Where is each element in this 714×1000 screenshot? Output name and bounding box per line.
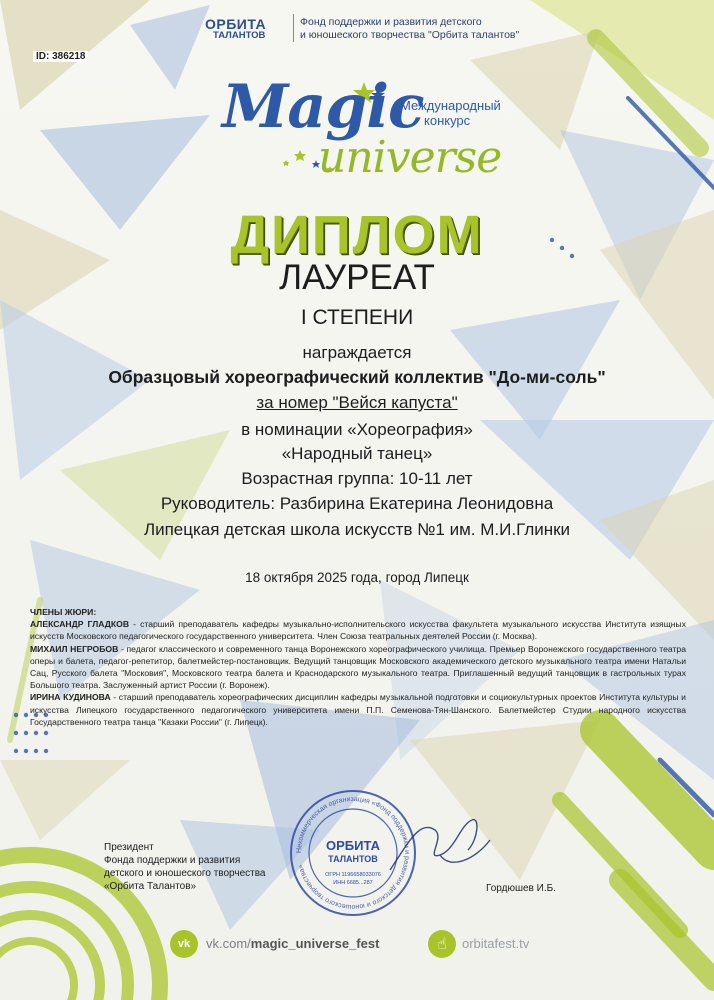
school-name: Липецкая детская школа искусств №1 им. М.И.Глинки	[143, 520, 571, 539]
vk-icon: vk	[170, 930, 198, 958]
age-group: Возрастная группа: 10-11 лет	[241, 469, 473, 488]
stamp-ring-text: Некоммерческая организация «Фонд поддержки и развития детского и юношеского творчества»	[295, 795, 411, 911]
president-line: детского и юношеского творчества	[104, 868, 266, 879]
leader-name: Руководитель: Разбирина Екатерина Леонидовна	[160, 494, 554, 513]
collective-name: Образцовый хореографический коллектив "До-ми-соль"	[108, 367, 606, 387]
bg-stripe	[620, 880, 714, 980]
stamp-org: ОРБИТА	[326, 838, 380, 853]
jury-member	[30, 691, 686, 728]
vk-link-prefix: vk.com/	[206, 936, 251, 951]
diploma-rank: ЛАУРЕАТ	[279, 258, 435, 297]
bg-triangle	[0, 760, 130, 840]
vk-link-handle: magic_universe_fest	[250, 936, 380, 951]
hand-pointer-icon: ☝	[428, 930, 456, 958]
jury-heading: ЧЛЕНЫ ЖЮРИ:	[30, 607, 97, 617]
nomination-line2: «Народный танец»	[281, 444, 433, 463]
contest-logo-magic: Magic	[222, 72, 424, 142]
diploma-title: ДИПЛОМ	[230, 205, 484, 265]
stamp-inn: ИНН 6685...287	[333, 880, 373, 886]
diploma-id: ID: 386218	[33, 51, 88, 62]
handwritten-signature	[380, 800, 500, 890]
president-line: Президент	[104, 842, 154, 853]
diploma-degree: I СТЕПЕНИ	[300, 306, 414, 329]
contest-type-line2: конкурс	[424, 113, 471, 128]
jury-member	[30, 618, 686, 642]
president-block	[104, 841, 266, 893]
jury-member-name: АЛЕКСАНДР ГЛАДКОВ	[30, 619, 130, 630]
date-place: 18 октября 2025 года, город Липецк	[245, 570, 469, 585]
contest-type-line1: Международный	[400, 98, 501, 113]
president-line: Фонда поддержки и развития	[104, 855, 241, 866]
stamp-sub: ТАЛАНТОВ	[328, 854, 378, 864]
jury-member-name: МИХАИЛ НЕГРОБОВ	[30, 643, 119, 654]
awarded-text: награждается	[302, 343, 412, 362]
jury-member-bio: - старший преподаватель кафедры музыкально-исполнительского искусства факультета музыкального искусства Института изящных искусств Московского педагогического государственного университета. Член Союза театральных деятелей России (г. Москва).	[30, 619, 686, 642]
fund-name-line1: Фонд поддержки и развития детского	[300, 16, 482, 28]
signer-name: Гордюшев И.Б.	[486, 883, 556, 894]
nomination-line1: в номинации «Хореография»	[241, 420, 473, 439]
jury-member-name: ИРИНА КУДИНОВА	[30, 692, 111, 703]
orbita-logo-sub: ТАЛАНТОВ	[213, 30, 266, 41]
header-divider	[293, 14, 294, 42]
jury-section	[30, 606, 686, 728]
orbita-logo-name: ОРБИТА	[205, 16, 267, 32]
vk-link[interactable]	[206, 936, 379, 951]
jury-member-bio: - старший преподаватель хореографических дисциплин кафедры музыкальной подготовки и социокультурных проектов Института культуры и искусства Липецкого государственного педагогического университета имени П.П. Семенова-Тян-Шанского. Балетмейстер Студии народного искусства Государственного театра танца "Казаки России" (г. Липецк).	[30, 692, 686, 727]
bg-triangle	[130, 5, 210, 90]
stamp-ogrn: ОГРН 1196658033076	[325, 872, 381, 878]
performance-number: за номер "Вейся капуста"	[256, 393, 458, 412]
jury-member-bio: - педагог классического и современного танца Воронежского хореографического училища. Премьер Воронежского государственного театра оперы и балета, педагог-репетитор, балетмейстер-постановщик. Ведущий танцовщик Московского академического детского музыкального театра имени Натальи Сац, Русского балета "Московия", Московского театра балета и Краснодарского музыкального театра. Приглашенный ведущий танцовщик в гастрольных турах Большого театра. Заслуженный артист России (г. Воронеж).	[30, 643, 686, 691]
contest-logo-universe: universe	[318, 132, 502, 183]
president-line: «Орбита Талантов»	[104, 881, 197, 892]
jury-member	[30, 643, 686, 692]
fund-name-line2: и юношеского творчества "Орбита талантов"	[300, 29, 520, 41]
website-link[interactable]: orbitafest.tv	[462, 936, 530, 951]
